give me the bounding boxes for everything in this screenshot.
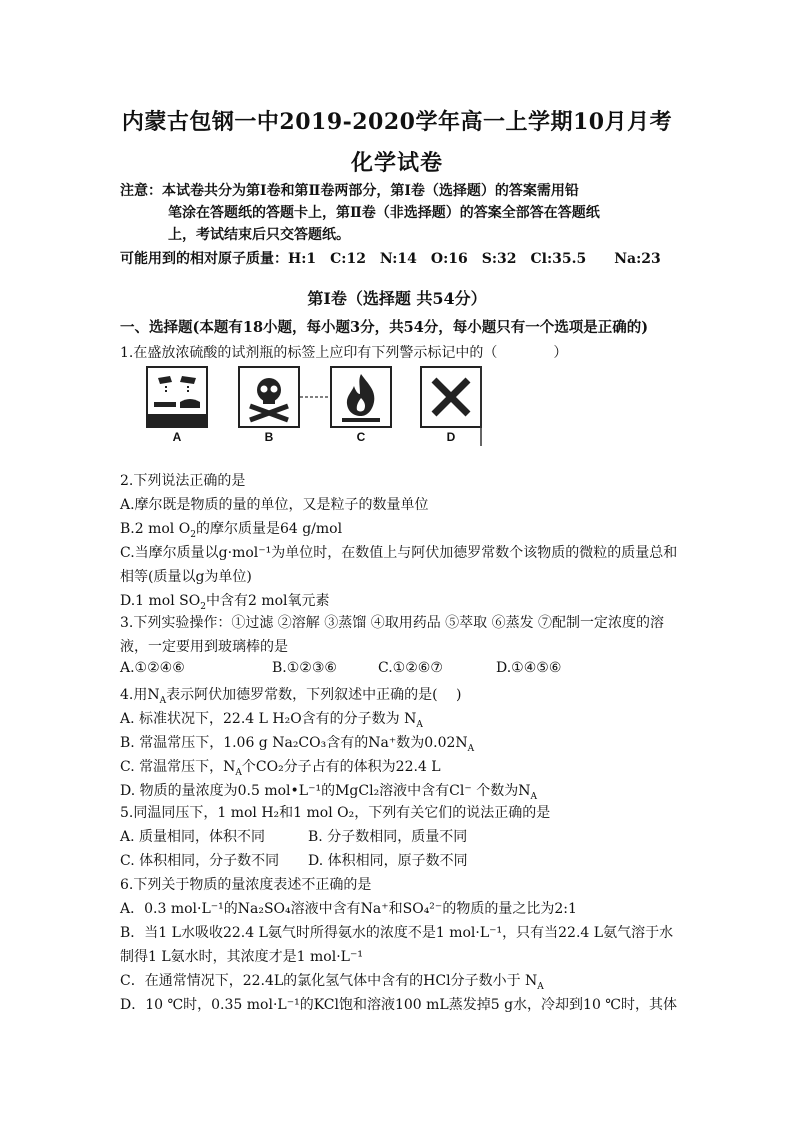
notice-block	[120, 180, 680, 246]
q4-option-c: C. 常温常压下，$N_A$个CO₂分子占有的体积为22.4 L	[120, 759, 441, 778]
q1-label-c: C	[356, 430, 366, 444]
q6-option-a: A．0.3 mol·L⁻¹的Na₂SO₄溶液中含有Na⁺和SO₄²⁻的物质的量之比为2:1	[120, 901, 577, 917]
q5-option-d: D. 体积相同，原子数不同	[308, 853, 468, 869]
notice-line-3: 上，考试结束后只交答题纸。	[168, 227, 350, 243]
q1-label-a: A	[172, 430, 182, 444]
q4-option-a: A. 标准状况下，22.4 L H₂O含有的分子数为 $N_A$	[120, 711, 423, 730]
exam-title: 内蒙古包钢一中2019-2020学年高一上学期10月月考	[121, 109, 673, 135]
q3-stem-line1: 3.下列实验操作：①过滤 ②溶解 ③蒸馏 ④取用药品 ⑤萃取 ⑥蒸发 ⑦配制一定浓度的溶	[120, 615, 665, 631]
q6-option-b-line2: 制得1 L氨水时，其浓度才是1 mol·L⁻¹	[120, 949, 363, 965]
q4-option-b: B. 常温常压下，1.06 g Na₂CO₃含有的Na⁺数为$0.02N_A$	[120, 735, 475, 754]
q2-stem: 2.下列说法正确的是	[120, 473, 246, 489]
q4-stem: 4.用$N_A$表示阿伏加德罗常数，下列叙述中正确的是( )	[120, 687, 462, 706]
q2-option-c-line2: 相等(质量以g为单位)	[120, 569, 252, 585]
q4-option-d: D. 物质的量浓度为0.5 mol•L⁻¹的MgCl₂溶液中含有Cl⁻ 个数为$N_A$	[120, 783, 537, 802]
q1-stem: 1.在盛放浓硫酸的试剂瓶的标签上应印有下列警示标记中的（ ）	[120, 345, 568, 361]
toxic-skull-icon	[238, 366, 300, 428]
q3-option-c: C.①②⑥⑦	[378, 660, 443, 676]
q5-stem: 5.同温同压下，1 mol H₂和1 mol O₂，下列有关它们的说法正确的是	[120, 805, 551, 821]
exam-subtitle: 化学试卷	[350, 150, 443, 176]
q6-option-b-line1: B．当1 L水吸收22.4 L氨气时所得氨水的浓度不是1 mol·L⁻¹，只有当22.4 L氨气溶于水	[120, 925, 674, 941]
corrosive-icon	[146, 366, 208, 428]
q3-option-d: D.①④⑤⑥	[496, 660, 562, 676]
section-1-title: 一、选择题(本题有18小题，每小题3分，共54分，每小题只有一个选项是正确的)	[120, 319, 649, 336]
q2-option-c-line1: C.当摩尔质量以g·mol⁻¹为单位时，在数值上与阿伏加德罗常数个该物质的微粒的质量总和	[120, 545, 678, 561]
q1-label-b: B	[264, 430, 274, 444]
q6-option-c: C．在通常情况下，22.4L的氯化氢气体中含有的HCl分子数小于 $N_A$	[120, 973, 544, 992]
q5-option-a: A. 质量相同，体积不同	[120, 829, 266, 845]
harmful-x-icon	[420, 366, 482, 428]
notice-line-1: 注意：本试卷共分为第Ⅰ卷和第Ⅱ卷两部分，第Ⅰ卷（选择题）的答案需用铅	[120, 183, 579, 199]
q6-stem: 6.下列关于物质的量浓度表述不正确的是	[120, 877, 372, 893]
q2-option-b: B.2 mol $O_2$的摩尔质量是64 g/mol	[120, 521, 343, 540]
q2-option-a: A.摩尔既是物质的量的单位，又是粒子的数量单位	[120, 497, 429, 513]
part-1-title: 第Ⅰ卷（选择题 共54分）	[307, 289, 487, 308]
q1-warning-signs	[146, 366, 482, 446]
q6-option-d: D．10 ℃时，0.35 mol·L⁻¹的KCl饱和溶液100 mL蒸发掉5 g水，冷却到10 ℃时，其体	[120, 997, 677, 1013]
notice-line-2: 笔涂在答题纸的答题卡上，第Ⅱ卷（非选择题）的答案全部答在答题纸	[168, 205, 600, 221]
atomic-masses: 可能用到的相对原子质量：H:1 C:12 N:14 O:16 S:32 Cl:35.5 Na:23	[120, 251, 661, 267]
q5-option-b: B. 分子数相同，质量不同	[308, 829, 468, 845]
q3-option-b: B.①②③⑥	[272, 660, 337, 676]
q3-stem-line2: 液，一定要用到玻璃棒的是	[120, 639, 288, 655]
q5-option-c: C. 体积相同，分子数不同	[120, 853, 280, 869]
flammable-flame-icon	[330, 366, 392, 428]
q1-label-d: D	[446, 430, 456, 444]
q2-option-d: D.1 mol $SO_2$中含有2 mol氧元素	[120, 593, 330, 612]
q3-option-a: A.①②④⑥	[120, 660, 185, 676]
